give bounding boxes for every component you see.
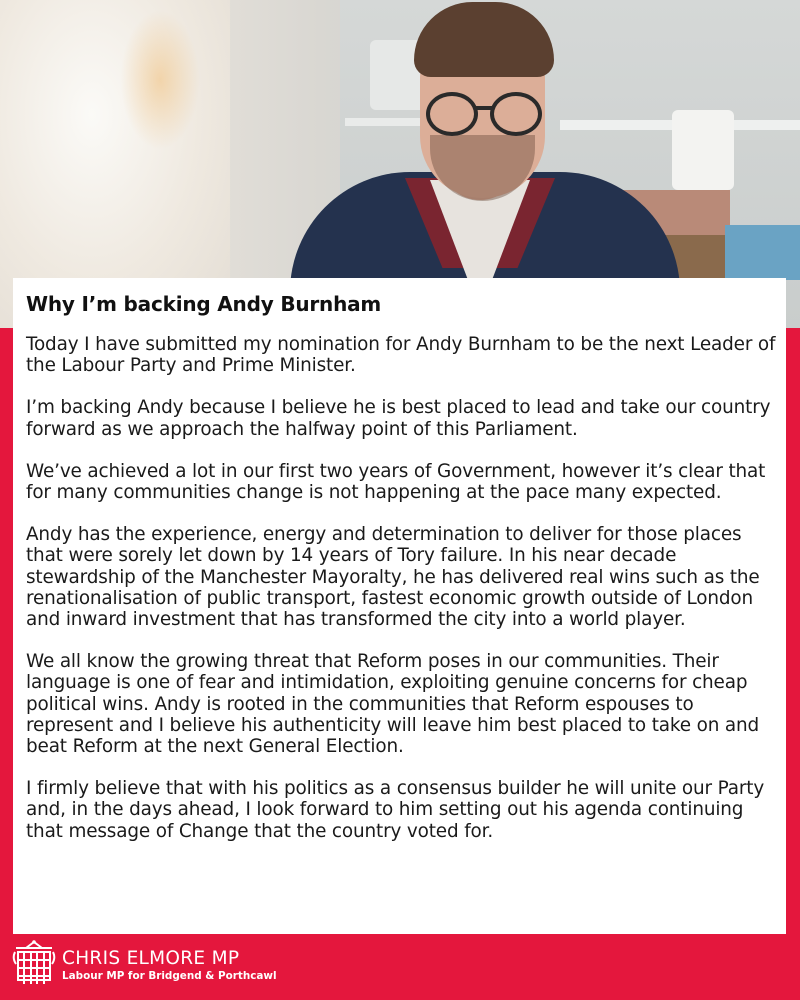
person-hair — [414, 2, 554, 77]
photo-box — [725, 225, 800, 280]
mp-name: CHRIS ELMORE MP — [62, 948, 240, 969]
statement-paragraph: I’m backing Andy because I believe he is best placed to lead and take our country forward as we approach the halfway point of this Parliament. — [26, 397, 771, 440]
statement-paragraph: Andy has the experience, energy and determination to deliver for those places that were sorely let down by 14 years of Tory failure. In his near decade stewardship of the Manchester Mayoralty, he has delivered real wins such as the renationalisation of public transport, fastest economic growth outside of London and inward investment that has transformed the city into a world player. — [26, 524, 760, 631]
portcullis-icon — [12, 938, 56, 988]
statement-card — [13, 278, 786, 934]
footer-banner — [0, 934, 800, 1000]
statement-title: Why I’m backing Andy Burnham — [26, 292, 382, 316]
photo-container — [672, 110, 734, 190]
glasses-left-lens — [426, 92, 478, 136]
statement-paragraph: Today I have submitted my nomination for Andy Burnham to be the next Leader of the Labour Party and Prime Minister. — [26, 334, 776, 377]
statement-paragraph: We’ve achieved a lot in our first two years of Government, however it’s clear that for many communities change is not happening at the pace many expected. — [26, 460, 766, 504]
photo-light-spot — [120, 10, 200, 150]
statement-paragraph: We all know the growing threat that Reform poses in our communities. Their language is one of fear and intimidation, exploiting genuine concerns for cheap political wins. Andy is rooted in the communities that Reform espouses to represent and I believe his authenticity will leave him best placed to take on and beat Reform at the next General Election. — [26, 651, 760, 758]
glasses-bridge — [474, 106, 492, 110]
glasses-right-lens — [490, 92, 542, 136]
statement-body — [26, 334, 781, 863]
mp-constituency: Labour MP for Bridgend & Porthcawl — [62, 970, 277, 982]
statement-paragraph: I firmly believe that with his politics as a consensus builder he will unite our Party and, in the days ahead, I look forward to him setting out his agenda continuing that message of Change that the country voted for. — [26, 778, 765, 842]
